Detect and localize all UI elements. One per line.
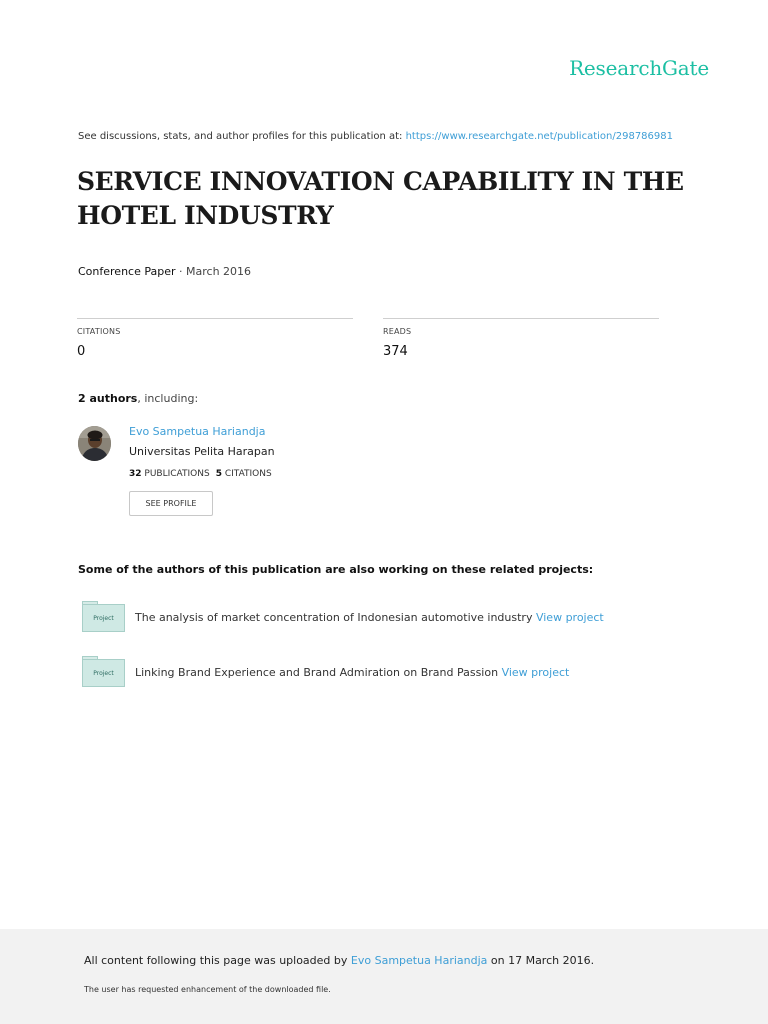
view-project-link[interactable]: View project <box>535 610 604 624</box>
project-text <box>135 666 569 679</box>
author-stats <box>129 469 272 479</box>
publication-url-link[interactable]: https://www.researchgate.net/publication/298786981 <box>405 131 673 142</box>
upload-prefix: All content following this page was uploaded by <box>84 954 351 967</box>
upload-footer <box>0 929 768 1024</box>
researchgate-logo[interactable]: ResearchGate <box>569 56 709 80</box>
author-publications-label: PUBLICATIONS <box>144 469 210 479</box>
author-institution: Universitas Pelita Harapan <box>129 445 275 458</box>
folder-label: Project <box>82 604 125 632</box>
project-text <box>135 611 604 624</box>
author-citations-label: CITATIONS <box>224 469 272 479</box>
author-publications-count: 32 <box>129 469 142 479</box>
publication-date: March 2016 <box>186 265 252 278</box>
citations-label: CITATIONS <box>77 327 121 336</box>
avatar-photo-icon <box>78 426 111 461</box>
folder-label: Project <box>82 659 125 687</box>
project-folder-icon[interactable] <box>82 656 125 688</box>
title-line-1: SERVICE INNOVATION CAPABILITY IN THE <box>77 167 684 196</box>
project-folder-icon[interactable] <box>82 601 125 633</box>
reads-value: 374 <box>383 344 408 359</box>
reads-label: READS <box>383 327 412 336</box>
see-profile-button[interactable]: SEE PROFILE <box>129 491 213 516</box>
upload-info <box>84 954 594 967</box>
project-title: The analysis of market concentration of Indonesian automotive industry <box>135 610 533 624</box>
discussion-line <box>78 131 673 142</box>
meta-separator: · <box>175 265 187 278</box>
title-line-2: HOTEL INDUSTRY <box>77 201 334 230</box>
project-item <box>82 656 569 688</box>
view-project-link[interactable]: View project <box>501 665 570 679</box>
upload-suffix: on 17 March 2016. <box>487 954 595 967</box>
author-name-link[interactable]: Evo Sampetua Hariandja <box>129 425 266 438</box>
author-citations-count: 5 <box>215 469 222 479</box>
authors-count: 2 authors <box>78 392 138 405</box>
related-projects-heading: Some of the authors of this publication are also working on these related projects: <box>78 563 594 576</box>
project-item <box>82 601 604 633</box>
author-avatar[interactable] <box>78 426 111 461</box>
authors-suffix: , including: <box>137 392 199 405</box>
publication-type: Conference Paper <box>78 265 176 278</box>
citations-value: 0 <box>77 344 86 359</box>
citations-stat <box>77 318 353 359</box>
publication-meta <box>78 265 251 278</box>
publication-title <box>77 165 697 233</box>
uploader-link[interactable]: Evo Sampetua Hariandja <box>350 954 488 967</box>
project-title: Linking Brand Experience and Brand Admiration on Brand Passion <box>135 665 499 679</box>
enhancement-note: The user has requested enhancement of the downloaded file. <box>84 985 331 994</box>
discussion-prefix: See discussions, stats, and author profiles for this publication at: <box>78 131 406 142</box>
reads-stat <box>383 318 659 359</box>
authors-heading <box>78 392 198 405</box>
